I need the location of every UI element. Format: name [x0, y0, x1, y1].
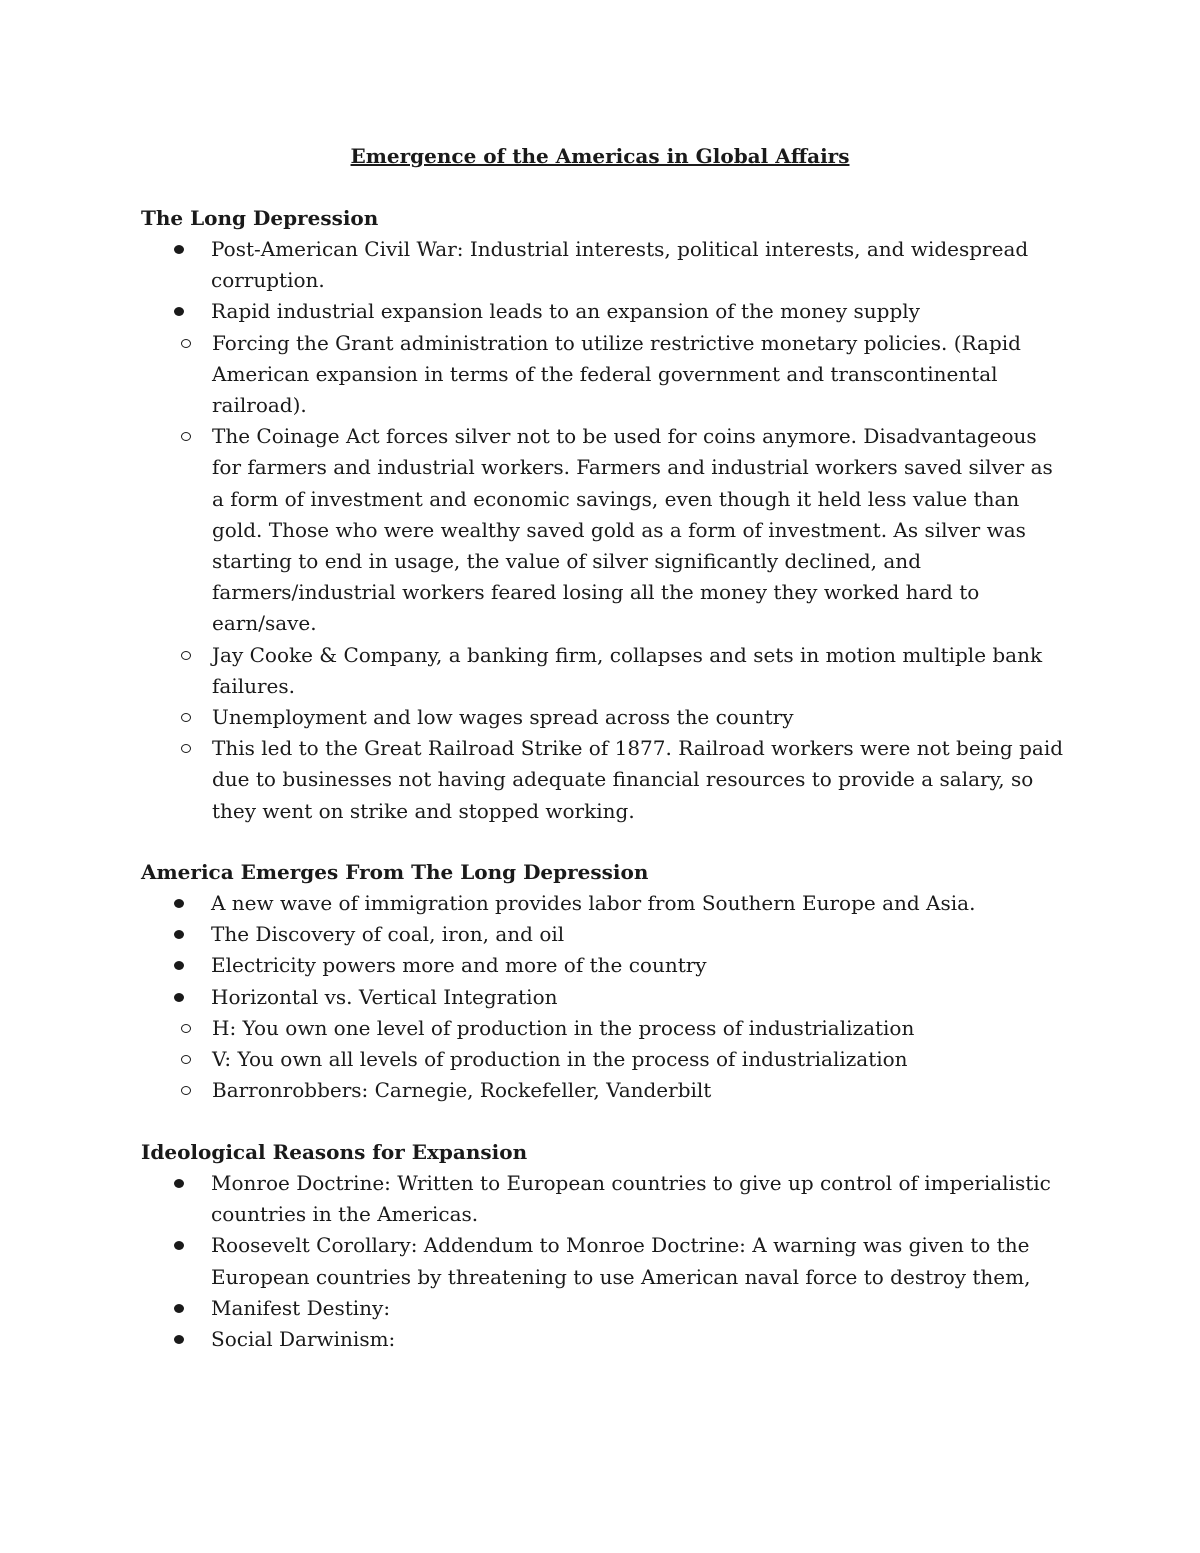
- sub-bullet-list: [71, 328, 1071, 827]
- bullet-list: [141, 1168, 1071, 1355]
- list-item: [141, 982, 1071, 1013]
- list-item: [141, 234, 1071, 296]
- hollow-bullet-icon: [181, 432, 191, 441]
- section-long-depression: [141, 203, 1071, 827]
- filled-bullet-icon: [174, 1304, 184, 1313]
- bullet-list: [141, 234, 1071, 328]
- list-item: [141, 1293, 1071, 1324]
- list-item-text: The Discovery of coal, iron, and oil: [211, 922, 565, 947]
- bullet-list: [141, 888, 1071, 1013]
- list-item-text: A new wave of immigration provides labor from Southern Europe and Asia.: [211, 891, 976, 915]
- list-item-text: Electricity powers more and more of the country: [211, 953, 707, 978]
- list-item-text: Roosevelt Corollary: Addendum to Monroe Doctrine: A warning was given to the European countries by threatening to use American naval force to destroy them,: [211, 1233, 1031, 1289]
- hollow-bullet-icon: [181, 339, 191, 348]
- list-item-text: Rapid industrial expansion leads to an expansion of the money supply: [211, 299, 920, 324]
- sub-list-item-text: Forcing the Grant administration to utilize restrictive monetary policies. (Rapid American expansion in terms of the federal government and transcontinental railroad).: [212, 330, 1021, 418]
- sub-list-item: [71, 1075, 1071, 1106]
- list-item: [141, 888, 1071, 919]
- list-item-text: Horizontal vs. Vertical Integration: [211, 984, 558, 1009]
- sub-list-item-text: Barronrobbers: Carnegie, Rockefeller, Vanderbilt: [212, 1078, 712, 1103]
- hollow-bullet-icon: [181, 1086, 191, 1095]
- list-item-text: Monroe Doctrine: Written to European countries to give up control of imperialistic countries in the Americas.: [211, 1171, 1051, 1227]
- sub-list-item: [71, 328, 1071, 422]
- sub-list-item-text: Unemployment and low wages spread across the country: [212, 705, 794, 730]
- hollow-bullet-icon: [181, 1024, 191, 1033]
- hollow-bullet-icon: [181, 1055, 191, 1064]
- list-item: [141, 1168, 1071, 1230]
- sub-list-item-text: The Coinage Act forces silver not to be used for coins anymore. Disadvantageous for farmers and industrial workers. Farmers and industrial workers saved silver as a form of investment and economic savings, even though it held less value than gold. Those who were wealthy saved gold as a form of investment. As silver was starting to end in usage, the value of silver significantly declined, and farmers/industrial workers feared losing all the money they worked hard to earn/save.: [212, 424, 1053, 636]
- sub-list-item: [71, 733, 1071, 827]
- list-item: [141, 1230, 1071, 1292]
- sub-bullet-list: [71, 1013, 1071, 1107]
- list-item: [141, 919, 1071, 950]
- filled-bullet-icon: [174, 961, 184, 970]
- filled-bullet-icon: [174, 993, 184, 1002]
- hollow-bullet-icon: [181, 744, 191, 753]
- section-heading: The Long Depression: [141, 206, 379, 230]
- list-item: [141, 950, 1071, 981]
- sub-list-item: [71, 1044, 1071, 1075]
- filled-bullet-icon: [174, 1241, 184, 1250]
- list-item-text: Post-American Civil War: Industrial interests, political interests, and widespread corruption.: [211, 237, 1029, 293]
- section-america-emerges: [141, 857, 1071, 1106]
- sub-list-item-text: Jay Cooke & Company, a banking firm, collapses and sets in motion multiple bank failures.: [212, 642, 1043, 698]
- filled-bullet-icon: [174, 1179, 184, 1188]
- filled-bullet-icon: [174, 245, 184, 254]
- sub-list-item-text: H: You own one level of production in the process of industrialization: [212, 1015, 915, 1040]
- filled-bullet-icon: [174, 1335, 184, 1344]
- section-ideological-reasons: [141, 1137, 1071, 1355]
- list-item-text: Manifest Destiny:: [211, 1295, 391, 1320]
- sub-list-item-text: This led to the Great Railroad Strike of 1877. Railroad workers were not being paid due to businesses not having adequate financial resources to provide a salary, so they went on strike and stopped working.: [212, 736, 1064, 823]
- filled-bullet-icon: [174, 307, 184, 316]
- sub-list-item: [71, 640, 1071, 702]
- hollow-bullet-icon: [181, 713, 191, 722]
- document-title: Emergence of the Americas in Global Affairs: [350, 144, 850, 168]
- sub-list-item: [71, 1013, 1071, 1044]
- filled-bullet-icon: [174, 899, 184, 908]
- section-heading: Ideological Reasons for Expansion: [141, 1140, 528, 1164]
- filled-bullet-icon: [174, 930, 184, 939]
- sub-list-item-text: V: You own all levels of production in the process of industrialization: [212, 1047, 908, 1072]
- hollow-bullet-icon: [181, 651, 191, 660]
- list-item: [141, 296, 1071, 327]
- list-item-text: Social Darwinism:: [211, 1327, 396, 1352]
- list-item: [141, 1324, 1071, 1355]
- sub-list-item: [71, 702, 1071, 733]
- sub-list-item: [71, 421, 1071, 639]
- section-heading: America Emerges From The Long Depression: [141, 860, 649, 884]
